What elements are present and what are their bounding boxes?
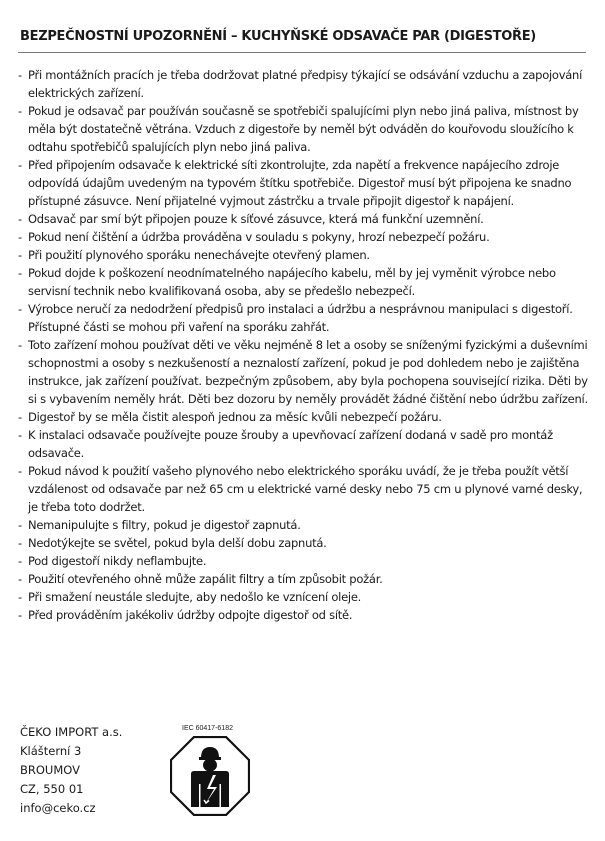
list-item: - Při použití plynového sporáku nenechávejte otevřený plamen. [18, 246, 588, 264]
list-item: - K instalaci odsavače používejte pouze šrouby a upevňovací zařízení dodaná v sadě pro montáž odsavače. [18, 426, 588, 462]
list-item: - Nemanipulujte s filtry, pokud je digestoř zapnutá. [18, 516, 588, 534]
list-item: - Před připojením odsavače k elektrické síti zkontrolujte, zda napětí a frekvence napájecího zdroje odpovídá údajům uvedeným na typovém štítku spotřebiče. Digestoř musí být připojena ke snadno přístupné zásuvce. Není přijatelné vyjmout zástrčku a trvale připojit digestoř k napájení. [18, 156, 588, 210]
company-name: ČEKO IMPORT a.s. [20, 725, 123, 739]
list-item: - Pod digestoří nikdy neflambujte. [18, 552, 588, 570]
list-item: - Při smažení neustále sledujte, aby nedošlo ke vznícení oleje. [18, 588, 588, 606]
standard-label: IEC 60417-6182 [182, 725, 233, 732]
page-title: BEZPEČNOSTNÍ UPOZORNĚNÍ – KUCHYŇSKÉ ODSAVAČE PAR (DIGESTOŘE) [20, 29, 536, 44]
address-city: BROUMOV [20, 763, 80, 777]
list-item: - Digestoř by se měla čistit alespoň jednou za měsíc kvůli nebezpečí požáru. [18, 408, 588, 426]
title-divider [18, 52, 586, 53]
list-item: - Při montážních pracích je třeba dodržovat platné předpisy týkající se odsávání vzduchu a zapojování elektrických zařízení. [18, 66, 588, 102]
company-address [20, 723, 122, 818]
list-item: - Před prováděním jakékoliv údržby odpojte digestoř od sítě. [18, 606, 588, 624]
safety-list [18, 66, 588, 624]
list-item: - Použití otevřeného ohně může zapálit filtry a tím způsobit požár. [18, 570, 588, 588]
contact-email: info@ceko.cz [20, 801, 96, 815]
list-item: - Pokud dojde k poškození neodnímatelného napájecího kabelu, měl by jej vyměnit výrobce nebo servisní technik nebo kvalifikovaná osoba, aby se předešlo nebezpečí. [18, 264, 588, 300]
list-item: - Toto zařízení mohou používat děti ve věku nejméně 8 let a osoby se sníženými fyzickými a duševními schopnostmi a osoby s nezkušeností a neznalostí zařízení, pokud je pod dohledem nebo je zajištěna instrukce, jak zařízení používat. bezpečným způsobem, aby byla pochopena související rizika. Děti by si s vybavením neměly hrát. Děti bez dozoru by neměly provádět žádné čištění nebo údržbu zařízení. [18, 336, 588, 408]
address-zip: CZ, 550 01 [20, 782, 84, 796]
qualified-person-electrical-symbol-icon [170, 736, 250, 816]
list-item: - Pokud návod k použití vašeho plynového nebo elektrického sporáku uvádí, že je třeba použít větší vzdálenost od odsavače par než 65 cm u elektrické varné desky nebo 75 cm u plynové varné desky, je třeba toto dodržet. [18, 462, 588, 516]
list-item: - Nedotýkejte se světel, pokud byla delší dobu zapnutá. [18, 534, 588, 552]
address-street: Klášterní 3 [20, 744, 82, 758]
list-item: - Výrobce neručí za nedodržení předpisů pro instalaci a údržbu a nesprávnou manipulaci s digestoří. Přístupné části se mohou při vaření na sporáku zahřát. [18, 300, 588, 336]
list-item: - Pokud není čištění a údržba prováděna v souladu s pokyny, hrozí nebezpečí požáru. [18, 228, 588, 246]
list-item: - Odsavač par smí být připojen pouze k síťové zásuvce, která má funkční uzemnění. [18, 210, 588, 228]
list-item: - Pokud je odsavač par používán současně se spotřebiči spalujícími plyn nebo jiná paliva, místnost by měla být dostatečně větrána. Vzduch z digestoře by neměl být odváděn do kouřovodu sloužícího k odtahu spotřebičů spalujících plyn nebo jiná paliva. [18, 102, 588, 156]
